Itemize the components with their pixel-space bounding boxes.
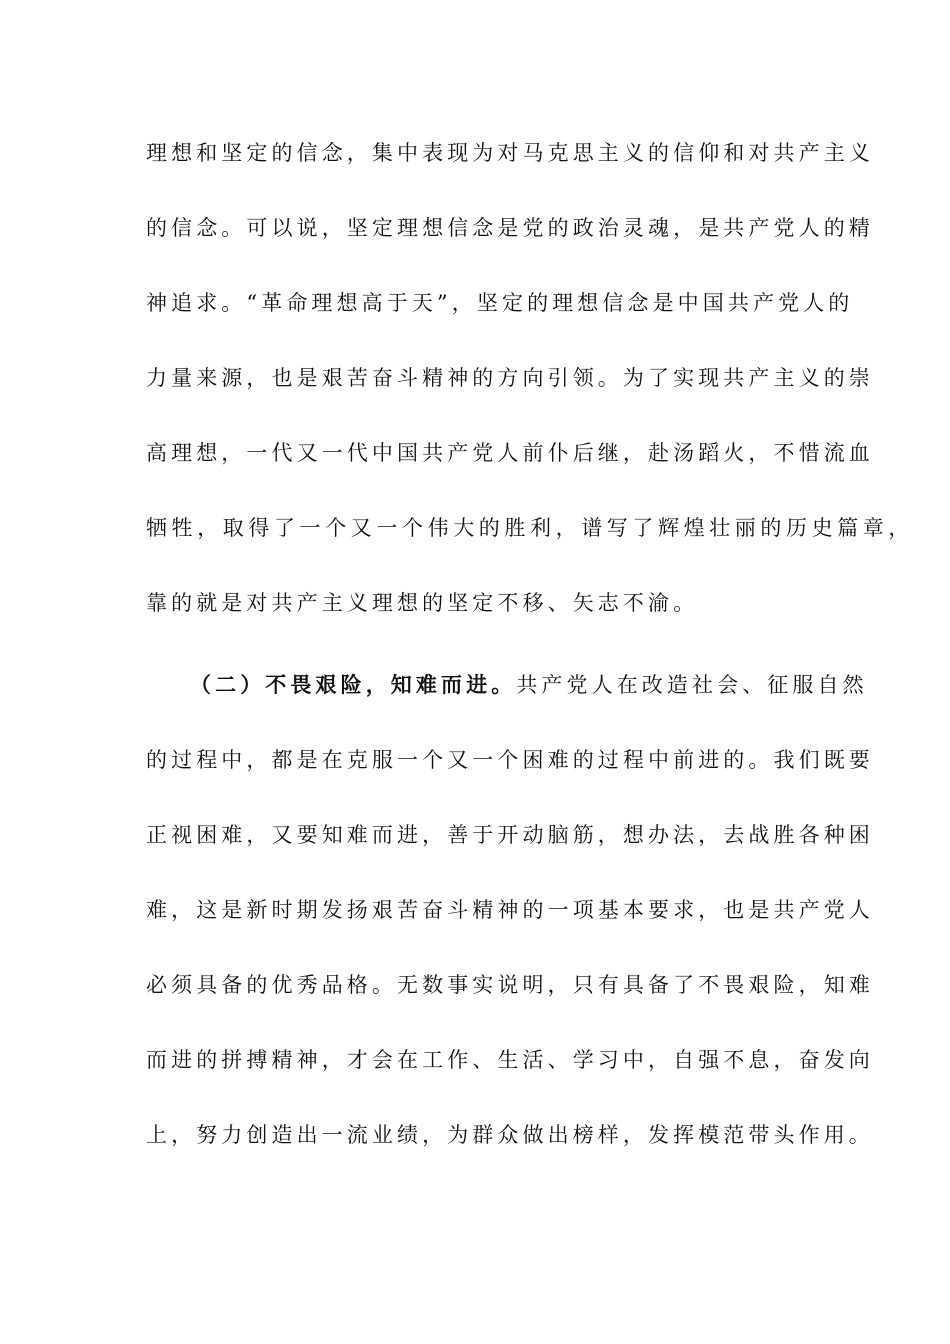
paragraph-1-line-6: 牺牲，取得了一个又一个伟大的胜利，谱写了辉煌壮丽的历史篇章，: [146, 516, 914, 540]
paragraph-2-line-4: 难，这是新时期发扬艰苦奋斗精神的一项基本要求，也是共产党人: [146, 898, 874, 922]
paragraph-1-line-7: 靠的就是对共产主义理想的坚定不移、矢志不渝。: [146, 591, 699, 615]
paragraph-1-line-3: 神追求。“革命理想高于天”，坚定的理想信念是中国共产党人的: [146, 291, 854, 315]
paragraph-1-line-4: 力量来源，也是艰苦奋斗精神的方向引领。为了实现共产主义的崇: [146, 366, 874, 390]
paragraph-2-first-line-text: 共产党人在改造社会、征服自然: [516, 673, 868, 697]
paragraph-1-line-5: 高理想，一代又一代中国共产党人前仆后继，赴汤蹈火，不惜流血: [146, 441, 874, 465]
section-heading: （二）不畏艰险，知难而进。: [190, 672, 517, 697]
paragraph-1-line-1: 理想和坚定的信念，集中表现为对马克思主义的信仰和对共产主义: [146, 141, 874, 165]
paragraph-2-line-3: 正视困难，又要知难而进，善于开动脑筋，想办法，去战胜各种困: [146, 823, 874, 847]
paragraph-2-line-5: 必须具备的优秀品格。无数事实说明，只有具备了不畏艰险，知难: [146, 973, 874, 997]
paragraph-2-line-6: 而进的拼搏精神，才会在工作、生活、学习中，自强不息，奋发向: [146, 1048, 874, 1072]
paragraph-2-first-line: [190, 671, 868, 699]
paragraph-2-line-7: 上，努力创造出一流业绩，为群众做出榜样，发挥模范带头作用。: [146, 1123, 874, 1147]
paragraph-1-line-2: 的信念。可以说，坚定理想信念是党的政治灵魂，是共产党人的精: [146, 216, 874, 240]
paragraph-2-line-2: 的过程中，都是在克服一个又一个困难的过程中前进的。我们既要: [146, 748, 874, 772]
